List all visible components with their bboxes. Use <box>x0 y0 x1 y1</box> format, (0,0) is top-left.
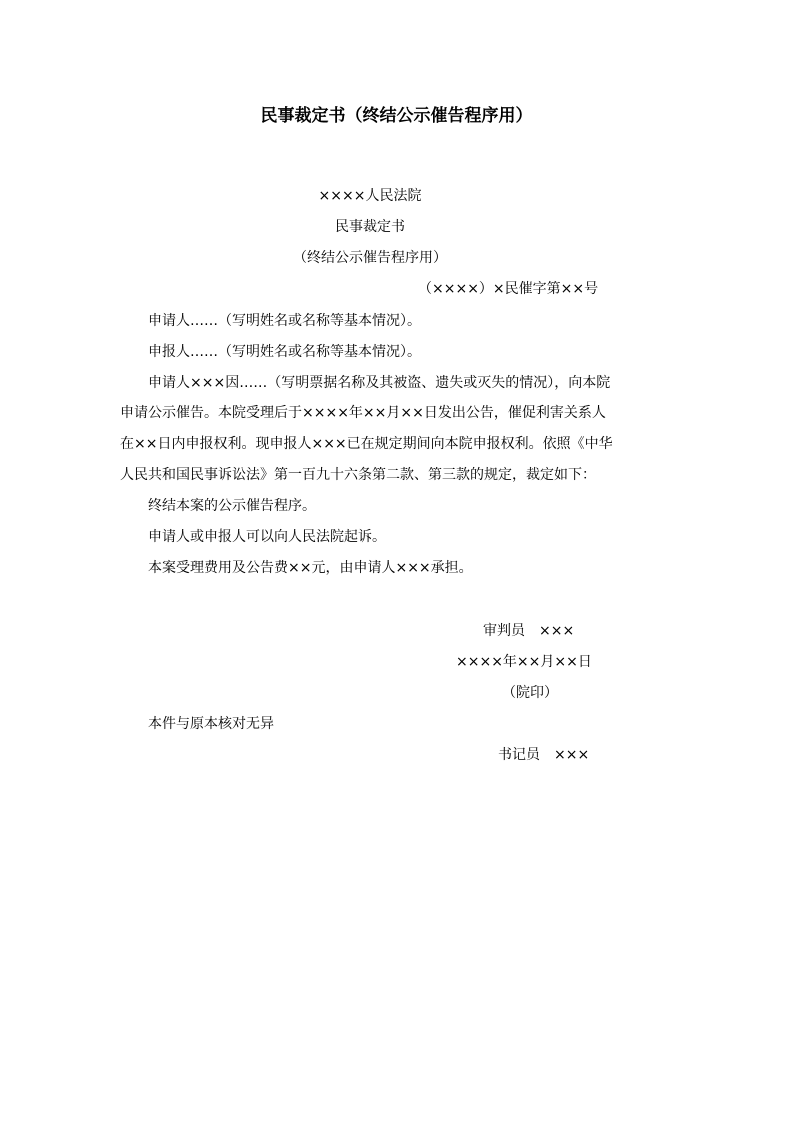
ruling-item: 申请人或申报人可以向人民法院起诉。 <box>148 529 386 545</box>
ruling-item: 本案受理费用及公告费××元，由申请人×××承担。 <box>148 560 473 576</box>
document-title: 民事裁定书（终结公示催告程序用） <box>260 106 533 126</box>
facts-line: 在××日内申报权利。现申报人×××已在规定期间向本院申报权利。依照《中华 <box>120 436 613 452</box>
declarant-line: 申报人……（写明姓名或名称等基本情况）。 <box>148 344 421 360</box>
case-number: （××××）×民催字第××号 <box>418 281 599 297</box>
applicant-line: 申请人……（写明姓名或名称等基本情况）。 <box>148 313 421 329</box>
ruling-date: ××××年××月××日 <box>456 654 592 670</box>
verification-note: 本件与原本核对无异 <box>148 716 274 732</box>
ruling-item: 终结本案的公示催告程序。 <box>148 498 316 514</box>
facts-line: 申请公示催告。本院受理后于××××年××月××日发出公告，催促利害关系人 <box>120 405 606 421</box>
facts-line: 人民共和国民事诉讼法》第一百九十六条第二款、第三款的规定，裁定如下： <box>120 467 596 483</box>
clerk-signature: 书记员 ××× <box>498 747 590 763</box>
court-name: ××××人民法院 <box>318 188 422 204</box>
document-subtype: （终结公示催告程序用） <box>293 250 447 266</box>
facts-line: 申请人×××因……（写明票据名称及其被盗、遗失或灭失的情况），向本院 <box>148 375 611 391</box>
court-seal: （院印） <box>502 685 558 701</box>
judge-signature: 审判员 ××× <box>483 623 575 639</box>
document-name: 民事裁定书 <box>335 219 405 235</box>
